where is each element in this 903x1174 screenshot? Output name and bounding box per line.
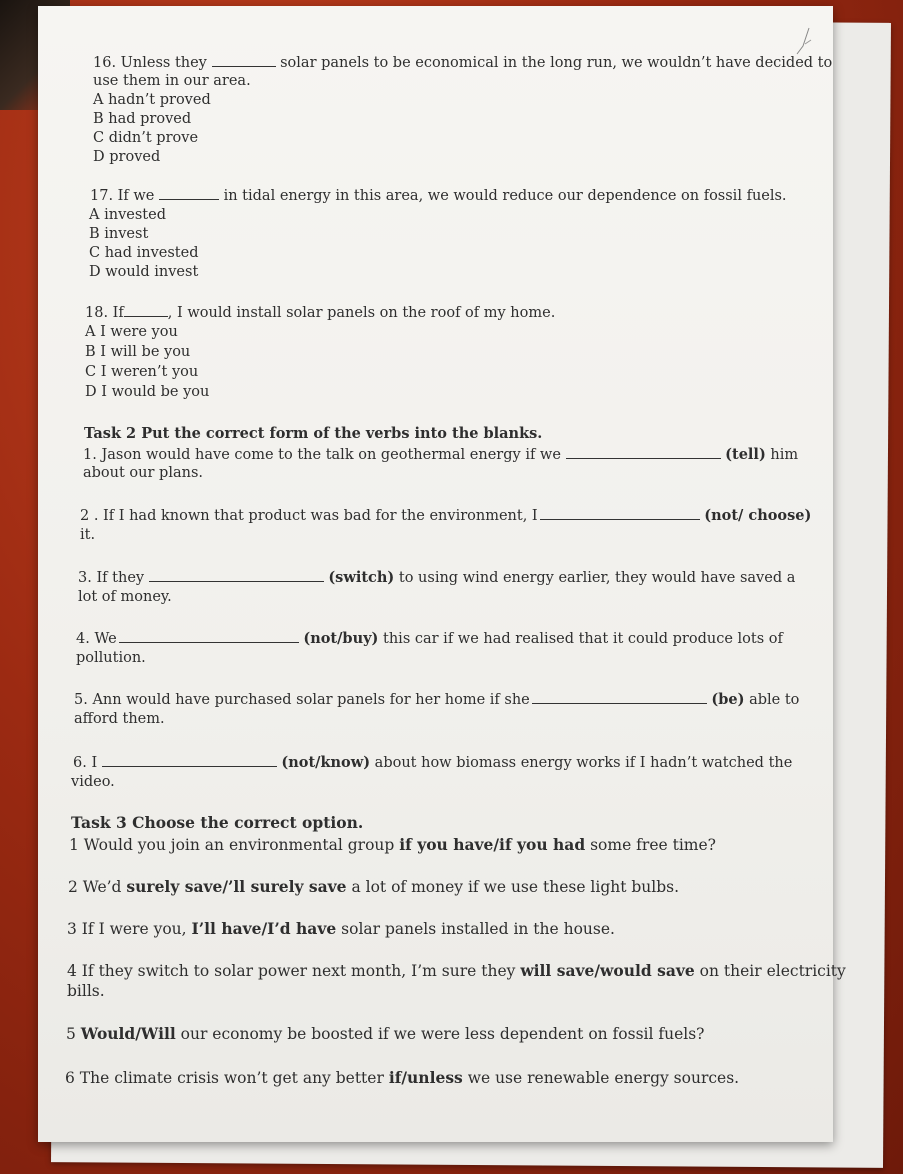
task2-item-2: 2 . If I had known that product was bad for the environment, I (not/ choose) [80,507,812,524]
task-2-title: Task 2 Put the correct form of the verbs into the blanks. [84,425,543,442]
answer-option[interactable]: surely save/’ll surely save [126,877,347,896]
answer-option[interactable]: if you have/if you had [399,835,586,854]
question-16-line1 [93,54,832,72]
question-number: 18. [85,305,109,321]
task2-item-5-cont: afford them. [74,711,165,727]
task3-item-1: 1 Would you join an environmental group if you have/if you had some free time? [69,835,716,854]
answer-option[interactable]: will save/would save [520,961,695,980]
task2-item-1-cont: about our plans. [83,465,203,481]
option-c[interactable]: C didn’t prove [93,130,199,146]
answer-option[interactable]: if/unless [388,1068,463,1087]
option-b[interactable]: B had proved [93,111,192,127]
question-number: 16. [93,55,117,71]
task3-item-2: 2 We’d surely save/’ll surely save a lot of money if we use these light bulbs. [68,877,680,896]
task2-item-4-cont: pollution. [76,650,146,666]
option-c[interactable]: C had invested [89,245,199,261]
option-b[interactable]: B I will be you [85,344,191,360]
task3-item-3: 3 If I were you, I’ll have/I’d have solar panels installed in the house. [67,919,615,938]
task2-item-3-cont: lot of money. [78,589,172,605]
task3-item-6: 6 The climate crisis won’t get any better if/unless we use renewable energy sources. [65,1068,740,1087]
question-text: Unless they [120,55,207,71]
question-text: solar panels to be economical in the long run, we wouldn’t have decided to [280,55,833,71]
task2-item-6-cont: video. [71,774,115,790]
answer-blank[interactable] [532,691,707,704]
task2-item-4: 4. We (not/buy) this car if we had realised that it could produce lots of [76,630,783,647]
task3-item-4: 4 If they switch to solar power next month, I’m sure they will save/would save on their electricity [67,961,846,980]
task2-item-2-cont: it. [80,527,96,543]
option-b[interactable]: B invest [89,226,149,242]
option-c[interactable]: C I weren’t you [85,364,199,380]
question-text: in tidal energy in this area, we would reduce our dependence on fossil fuels. [223,188,787,204]
answer-blank[interactable] [102,754,277,767]
task3-item-4-cont: bills. [67,982,105,1000]
option-d[interactable]: D I would be you [85,384,210,400]
task3-item-5: 5 Would/Will our economy be boosted if we were less dependent on fossil fuels? [66,1024,705,1043]
option-a[interactable]: A I were you [85,324,178,340]
answer-option[interactable]: I’ll have/I’d have [191,919,337,938]
option-a[interactable]: A invested [89,207,166,223]
question-number: 17. [90,188,114,204]
question-18-line1 [85,304,555,322]
answer-blank[interactable] [119,630,299,643]
question-16-line2: use them in our area. [93,73,251,89]
option-a[interactable]: A hadn’t proved [93,92,211,108]
answer-blank[interactable] [159,187,219,200]
worksheet-page [38,6,846,1142]
option-d[interactable]: D proved [93,149,161,165]
answer-blank[interactable] [149,569,324,582]
question-text: , I would install solar panels on the roof of my home. [167,305,556,321]
task2-item-5: 5. Ann would have purchased solar panels for her home if she (be) able to [74,691,800,708]
task2-item-6: 6. I (not/know) about how biomass energy works if I hadn’t watched the [73,754,793,771]
question-17-line1 [90,187,787,205]
answer-blank[interactable] [124,304,168,317]
question-text: If we [117,188,155,204]
question-text: If [112,305,124,321]
task2-item-1: 1. Jason would have come to the talk on geothermal energy if we (tell) him [83,446,799,463]
task-3-title: Task 3 Choose the correct option. [71,813,364,832]
option-d[interactable]: D would invest [89,264,199,280]
answer-blank[interactable] [540,507,700,520]
task2-item-3: 3. If they (switch) to using wind energy earlier, they would have saved a [78,569,796,586]
answer-blank[interactable] [212,54,276,67]
answer-option[interactable]: Would/Will [80,1024,176,1043]
answer-blank[interactable] [566,446,721,459]
